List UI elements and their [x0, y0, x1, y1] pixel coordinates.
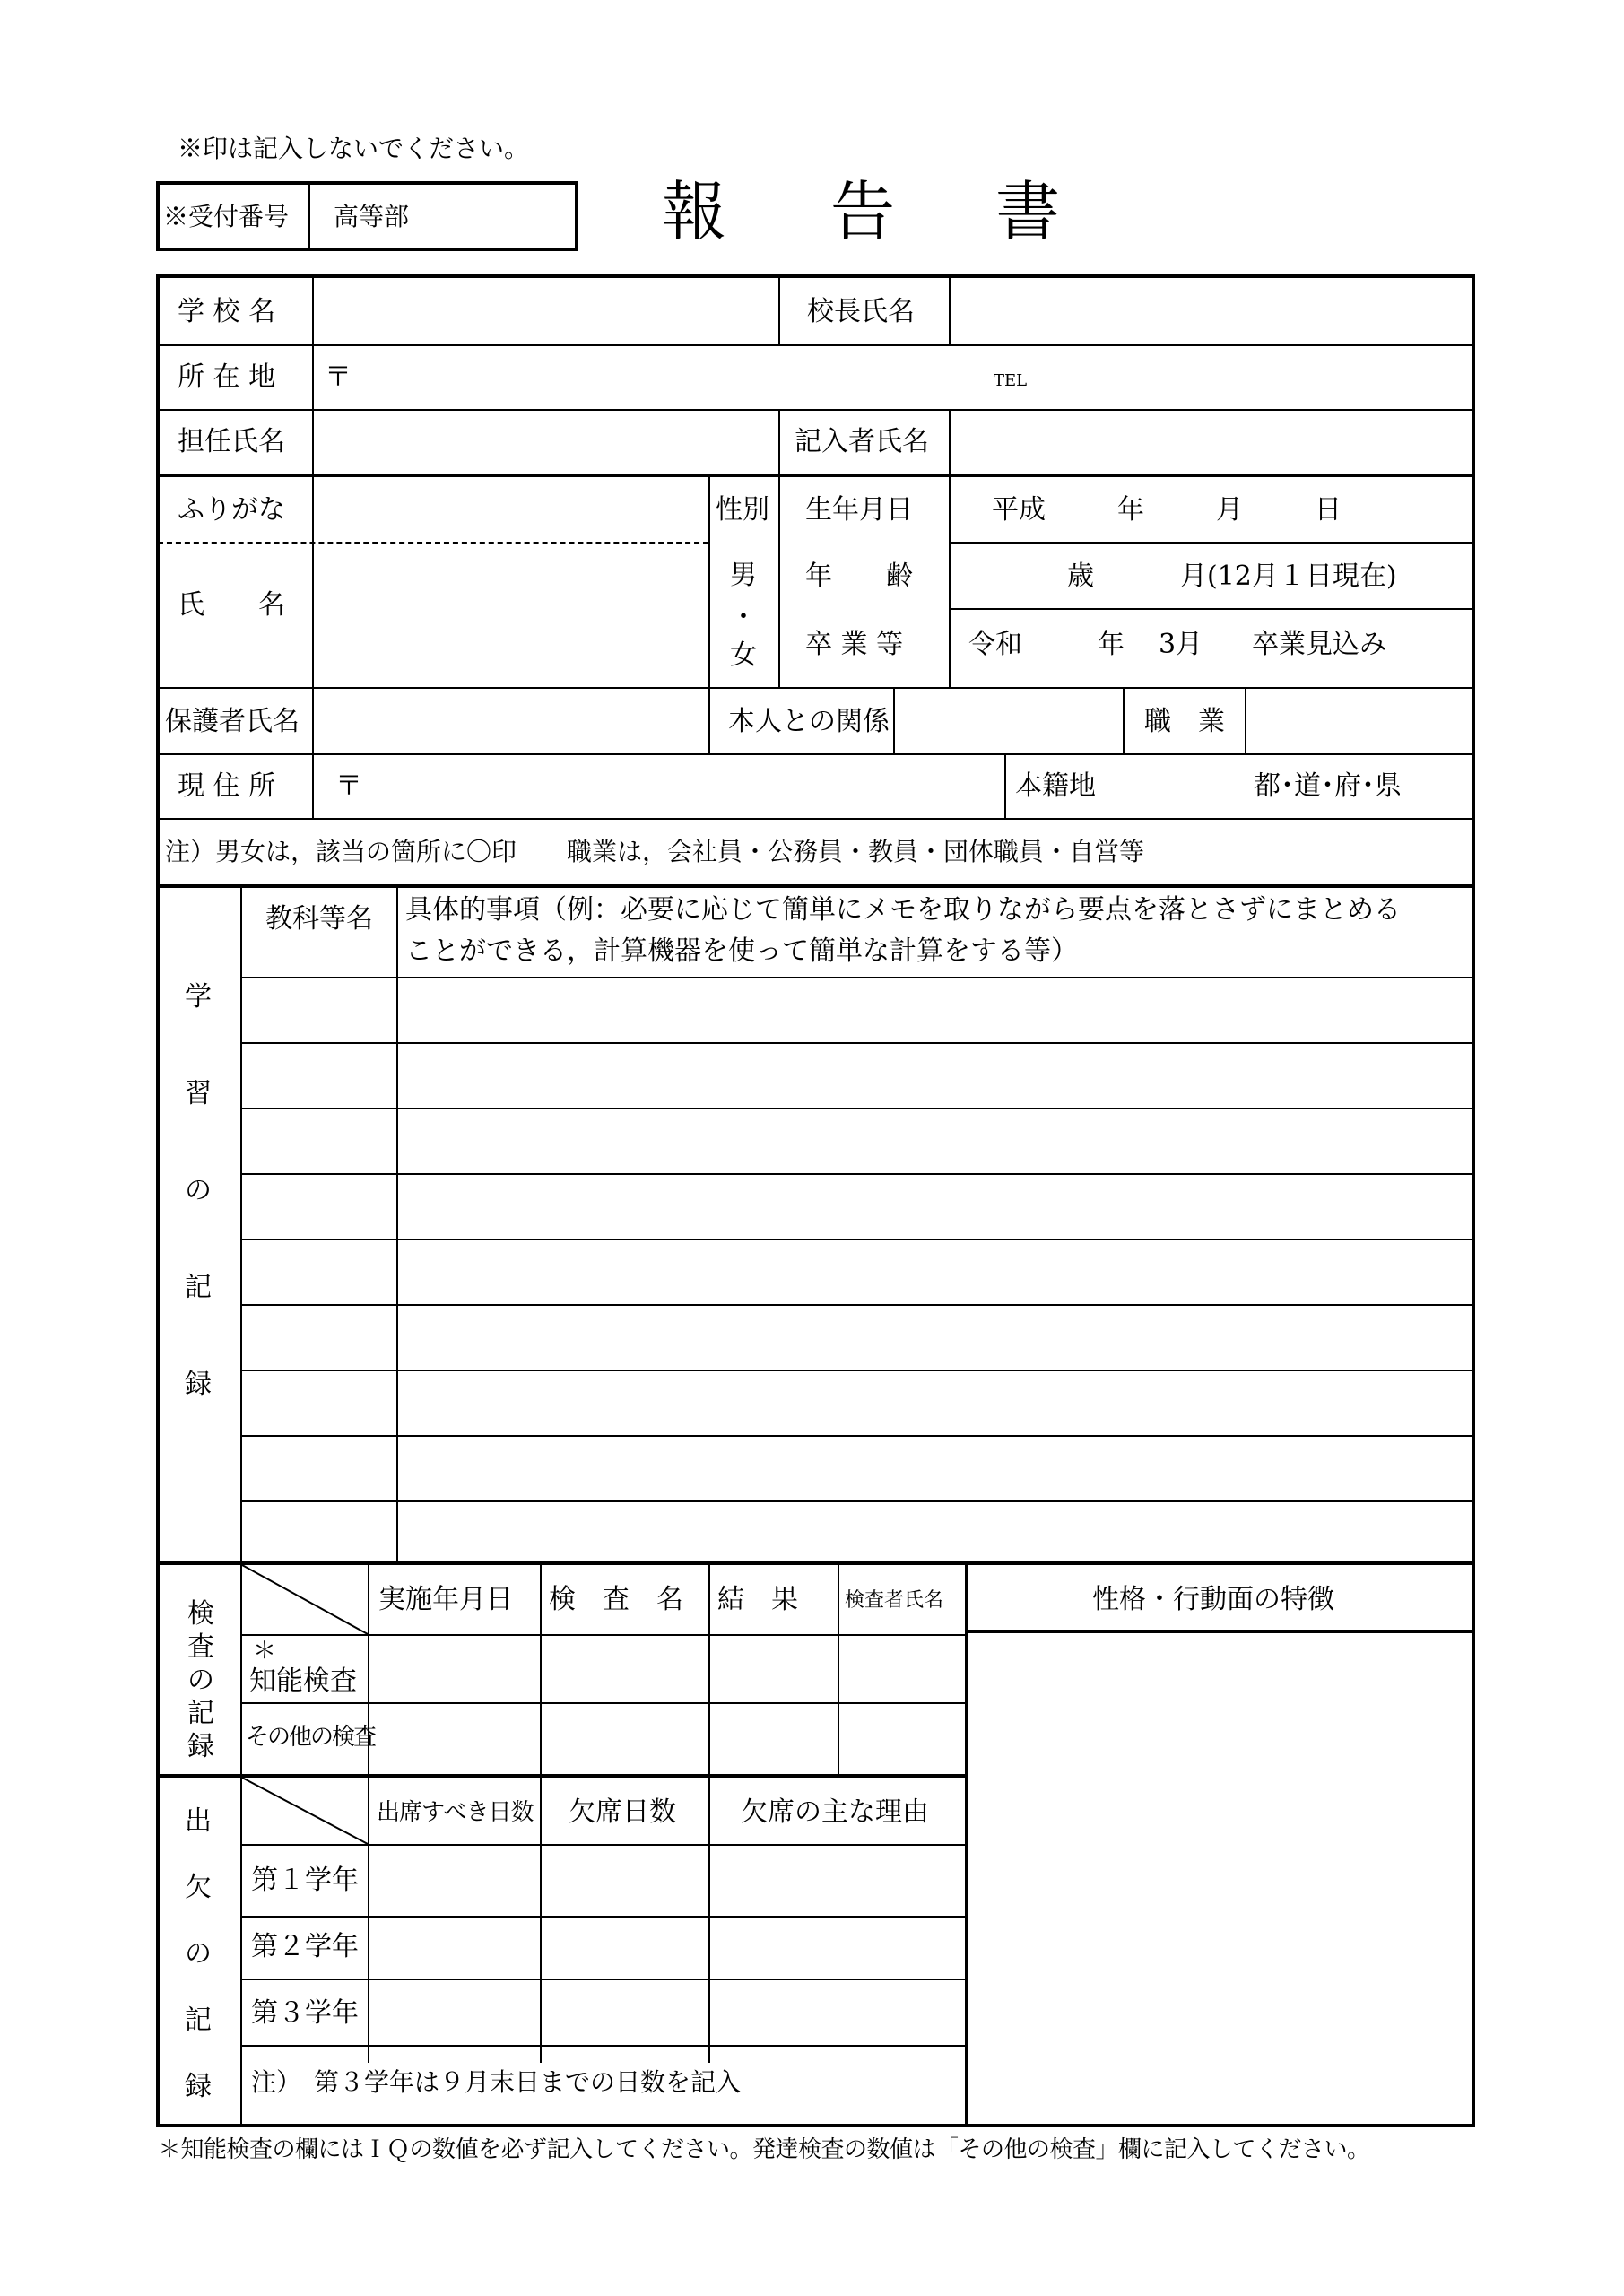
personality-input[interactable]: [970, 1635, 1472, 2125]
details-input-5[interactable]: [400, 1242, 1472, 1302]
row-line: [240, 1844, 967, 1846]
row-line: [240, 1173, 1475, 1175]
col-line: [396, 886, 398, 1563]
recorder-name-input[interactable]: [952, 413, 1472, 474]
col-line: [312, 274, 314, 818]
row-line: [949, 608, 1475, 610]
label-homeroom-teacher: 担任氏名: [178, 426, 285, 457]
birth-year-unit: 年: [1117, 494, 1144, 526]
subject-input-4[interactable]: [244, 1177, 395, 1237]
test-section-char: 記: [187, 1698, 214, 1729]
notice-text: ※印は記入しないでください。: [178, 134, 530, 163]
reception-number-input[interactable]: [421, 185, 574, 248]
other-test-label: その他の検査: [246, 1724, 376, 1751]
row-line: [156, 409, 1475, 411]
label-registered-domicile: 本籍地: [1015, 770, 1096, 802]
year2-absence-reason-input[interactable]: [712, 1919, 963, 1977]
reception-divider: [308, 181, 310, 251]
row-line: [156, 753, 1475, 755]
subject-input-8[interactable]: [244, 1439, 395, 1499]
year1-absence-reason-input[interactable]: [712, 1848, 963, 1914]
year2-absent-days-input[interactable]: [543, 1919, 707, 1977]
homeroom-teacher-input[interactable]: [316, 413, 777, 474]
school-name-input[interactable]: [316, 278, 777, 344]
grad-year-unit: 年: [1098, 629, 1125, 660]
attendance-year-3: 第３学年: [251, 1997, 359, 2029]
postal-mark-current: 〒: [335, 770, 362, 802]
sex-dot: ・: [730, 602, 757, 633]
intelligence-test-label: 知能検査: [249, 1665, 357, 1697]
row-line: [156, 818, 1475, 820]
label-birth-date: 生年月日: [805, 494, 913, 526]
col-line: [949, 274, 951, 346]
col-line: [540, 1776, 542, 2063]
col-line: [540, 1563, 542, 1776]
birth-date-input[interactable]: [952, 479, 1472, 540]
label-recorder-name: 記入者氏名: [795, 426, 929, 457]
test-section-char: 録: [187, 1731, 214, 1762]
year1-required-days-input[interactable]: [371, 1848, 538, 1914]
row-line: [949, 542, 1475, 544]
attendance-year-1: 第１学年: [251, 1865, 359, 1896]
sex-female[interactable]: 女: [730, 639, 757, 671]
diagonal-header-cell: [242, 1565, 368, 1634]
col-line: [708, 475, 710, 753]
row-line: [240, 1702, 967, 1704]
title-char-3: 書: [995, 174, 1061, 249]
attendance-year-2: 第２学年: [251, 1931, 359, 1962]
row-line: [240, 1304, 1475, 1306]
iq-result-input[interactable]: [712, 1638, 836, 1700]
age-month-note: 月(12月１日現在): [1180, 561, 1397, 592]
footer-note: ＊知能検査の欄にはＩＱの数値を必ず記入してください。発達検査の数値は「その他の検査」欄に記入してください。: [158, 2136, 1370, 2163]
title-char-2: 告: [830, 174, 896, 249]
year2-required-days-input[interactable]: [371, 1919, 538, 1977]
year1-absent-days-input[interactable]: [543, 1848, 707, 1914]
title-char-1: 報: [662, 174, 727, 249]
test-header-examiner: 検査者氏名: [845, 1589, 944, 1612]
section-divider: [965, 1630, 1475, 1633]
diagonal-header-cell: [242, 1778, 368, 1844]
attendance-section-char: 出: [185, 1805, 212, 1837]
details-input-2[interactable]: [400, 1046, 1472, 1106]
row-line: [240, 1042, 1475, 1044]
row-line: [240, 1435, 1475, 1437]
label-relation: 本人との関係: [728, 706, 890, 737]
details-input-3[interactable]: [400, 1111, 1472, 1171]
iq-examiner-input[interactable]: [841, 1638, 963, 1700]
grad-expected: 卒業見込み: [1252, 629, 1386, 660]
row-line: [240, 977, 1475, 978]
test-section-char: の: [187, 1665, 214, 1696]
row-line: [240, 1370, 1475, 1371]
furigana-input[interactable]: [316, 479, 707, 540]
details-header-line2: ことができる，計算機器を使って簡単な計算をする等）: [405, 935, 1078, 967]
details-input-1[interactable]: [400, 980, 1472, 1040]
attendance-header-absence-reason: 欠席の主な理由: [741, 1796, 929, 1828]
details-input-4[interactable]: [400, 1177, 1472, 1237]
section-divider: [156, 474, 1475, 477]
iq-test-name-input[interactable]: [543, 1638, 707, 1700]
graduation-input[interactable]: [952, 612, 1472, 685]
row-line: [156, 687, 1475, 689]
test-section-char: 査: [187, 1631, 214, 1663]
asterisk-mark: ＊: [253, 1638, 277, 1665]
postal-mark: 〒: [325, 361, 352, 393]
label-principal-name: 校長氏名: [807, 296, 915, 327]
label-guardian-name: 保護者氏名: [165, 706, 300, 737]
grad-month: 3月: [1159, 629, 1203, 660]
other-test-name-input[interactable]: [543, 1706, 707, 1772]
learning-section-char: 記: [185, 1272, 212, 1303]
subject-input-3[interactable]: [244, 1111, 395, 1171]
school-address-input[interactable]: [359, 348, 986, 407]
label-name: 氏 名: [178, 589, 285, 621]
row-line: [240, 2045, 967, 2047]
subject-input-7[interactable]: [244, 1373, 395, 1433]
attendance-section-char: 録: [185, 2071, 212, 2102]
col-line: [949, 409, 951, 475]
year3-absent-days-input[interactable]: [543, 1982, 707, 2043]
label-school-name: 学 校 名: [178, 296, 276, 327]
furigana-dashed-line: [158, 542, 708, 544]
label-graduation: 卒 業 等: [805, 629, 904, 660]
row-line: [240, 1979, 967, 1980]
learning-section-char: 習: [185, 1078, 212, 1109]
age-input[interactable]: [952, 545, 1472, 606]
details-header-line1: 具体的事項（例：必要に応じて簡単にメモを取りながら要点を落とさずにまとめる: [405, 894, 1401, 926]
subject-input-1[interactable]: [244, 980, 395, 1040]
personality-header: 性格・行動面の特徴: [1092, 1584, 1334, 1615]
attendance-header-required-days: 出席すべき日数: [377, 1799, 534, 1826]
subject-input-2[interactable]: [244, 1046, 395, 1106]
details-input-6[interactable]: [400, 1308, 1472, 1368]
year3-required-days-input[interactable]: [371, 1982, 538, 2043]
test-header-date: 実施年月日: [378, 1584, 513, 1615]
birth-era: 平成: [992, 494, 1046, 526]
other-result-input[interactable]: [712, 1706, 836, 1772]
row-line: [240, 1500, 1475, 1502]
birth-day-unit: 日: [1315, 494, 1342, 526]
year3-absence-reason-input[interactable]: [712, 1982, 963, 2043]
reception-label: ※受付番号: [163, 202, 290, 231]
attendance-section-char: 記: [185, 2005, 212, 2036]
tel-label: TEL: [994, 371, 1028, 390]
attendance-section-char: 欠: [185, 1872, 212, 1903]
other-date-input[interactable]: [371, 1706, 538, 1772]
name-input[interactable]: [316, 545, 707, 685]
col-line: [240, 886, 242, 1563]
col-line: [778, 409, 780, 475]
guardian-name-input[interactable]: [316, 691, 707, 752]
col-line: [949, 475, 951, 687]
test-header-name: 検 査 名: [549, 1584, 683, 1615]
test-header-result: 結 果: [717, 1584, 798, 1615]
label-address: 所 在 地: [178, 361, 276, 393]
col-line: [893, 687, 895, 753]
col-line: [778, 274, 780, 346]
col-line: [838, 1563, 839, 1776]
relation-input[interactable]: [897, 691, 1121, 752]
row-line: [240, 1239, 1475, 1240]
grad-era: 令和: [968, 629, 1022, 660]
learning-section-char: の: [185, 1175, 212, 1206]
col-line: [1123, 687, 1125, 753]
row-line: [240, 1916, 967, 1918]
prefecture-suffix: 都･道･府･県: [1254, 770, 1402, 802]
subject-input-6[interactable]: [244, 1308, 395, 1368]
details-input-7[interactable]: [400, 1373, 1472, 1433]
label-age: 年 齢: [805, 561, 913, 592]
reception-value: 高等部: [334, 202, 410, 231]
subject-input-5[interactable]: [244, 1242, 395, 1302]
row-line: [240, 1108, 1475, 1109]
current-address-input[interactable]: [368, 757, 1003, 816]
iq-date-input[interactable]: [371, 1638, 538, 1700]
col-line: [1004, 753, 1006, 818]
occupation-input[interactable]: [1248, 691, 1472, 752]
row-line: [240, 1634, 967, 1636]
col-line: [368, 1776, 369, 2063]
test-section-char: 検: [187, 1598, 214, 1630]
label-current-address: 現 住 所: [178, 770, 276, 802]
row-line: [156, 344, 1475, 346]
label-occupation: 職 業: [1144, 706, 1225, 737]
label-sex: 性別: [716, 494, 769, 526]
birth-month-unit: 月: [1216, 494, 1243, 526]
principal-name-input[interactable]: [952, 278, 1472, 344]
info-note: 注）男女は，該当の箇所に〇印 職業は，会社員・公務員・教員・団体職員・自営等: [165, 837, 1145, 866]
school-tel-input[interactable]: [1031, 348, 1472, 407]
col-line: [708, 1776, 710, 2063]
sex-male[interactable]: 男: [730, 560, 757, 591]
label-furigana: ふりがな: [178, 494, 285, 526]
attendance-note: 注） 第３学年は９月末日までの日数を記入: [251, 2067, 742, 2097]
attendance-header-absent-days: 欠席日数: [569, 1796, 676, 1828]
learning-section-char: 録: [185, 1369, 212, 1400]
col-line: [778, 475, 780, 687]
test-section-label: [185, 1598, 217, 1762]
learning-section-char: 学: [185, 981, 212, 1013]
registered-domicile-input[interactable]: [1103, 757, 1246, 816]
attendance-section-char: の: [185, 1938, 212, 1970]
subject-header: 教科等名: [265, 903, 373, 935]
col-line: [708, 1563, 710, 1776]
subject-input-9[interactable]: [244, 1504, 395, 1561]
col-line: [1245, 687, 1246, 753]
section-divider: [156, 884, 1475, 888]
details-input-9[interactable]: [400, 1504, 1472, 1561]
details-input-8[interactable]: [400, 1439, 1472, 1499]
age-years-unit: 歳: [1067, 561, 1094, 592]
other-examiner-input[interactable]: [841, 1706, 963, 1772]
